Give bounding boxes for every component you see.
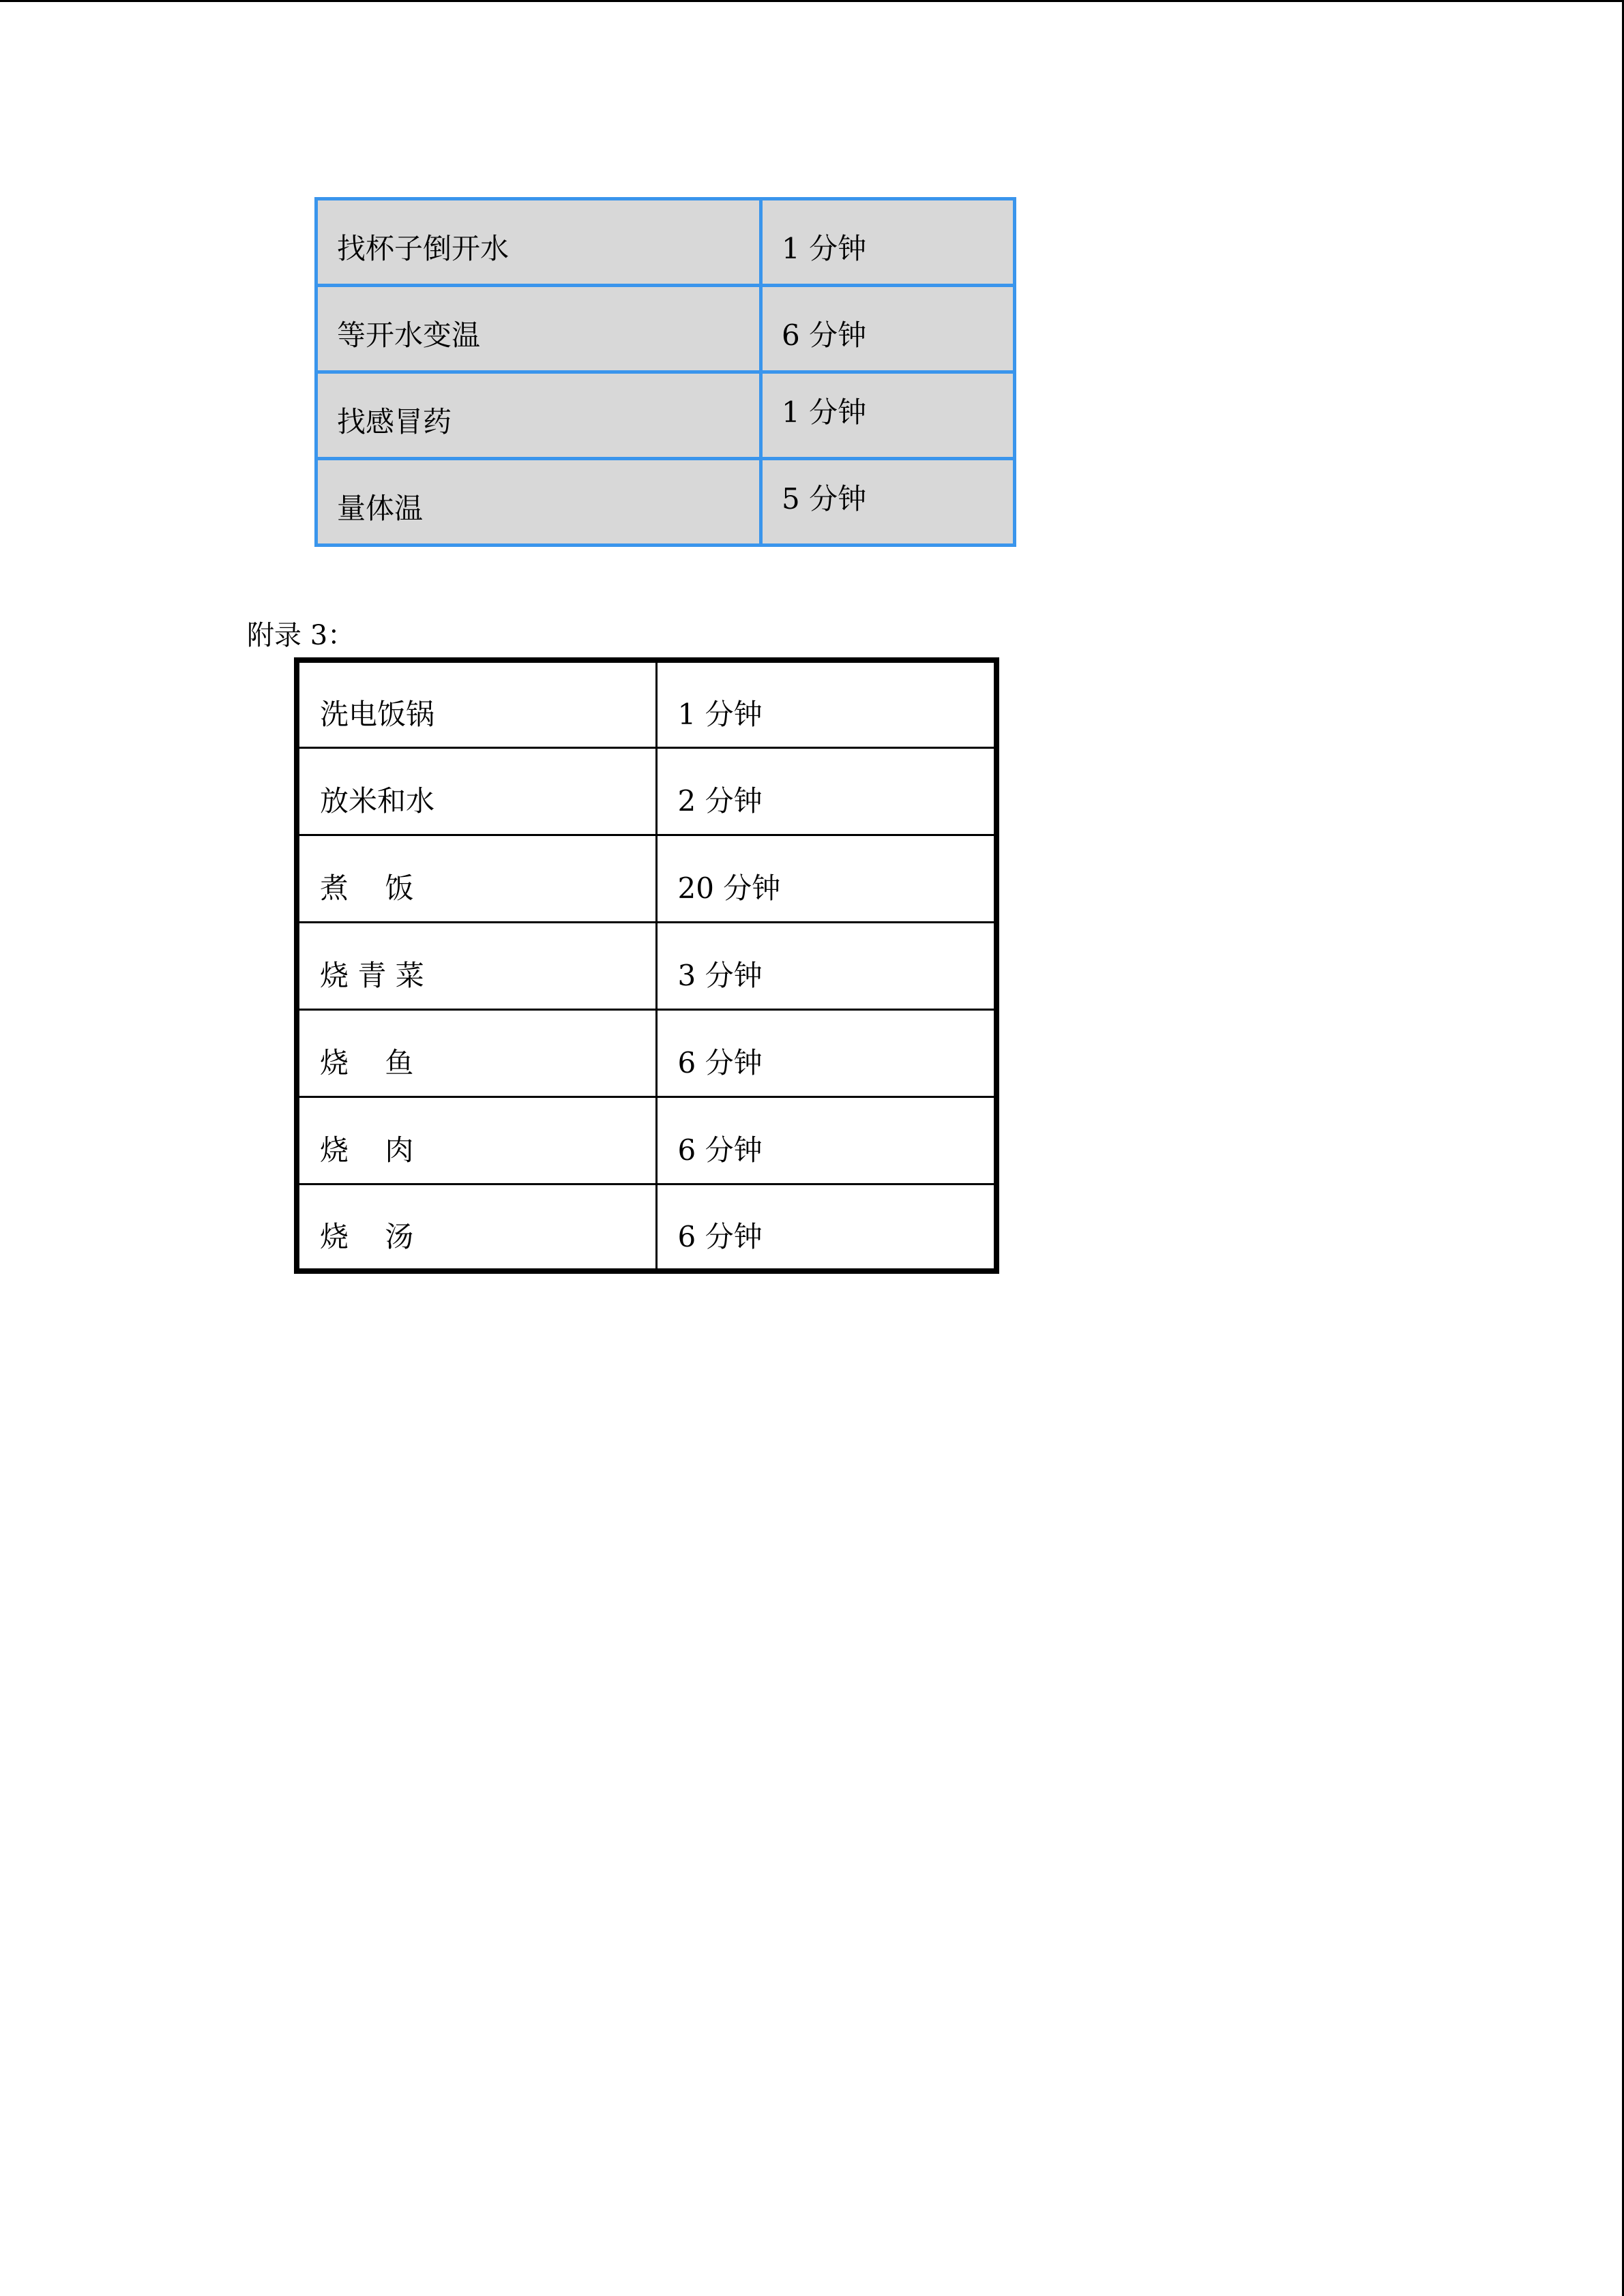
table-row [297,747,996,835]
time-cell: 3 分钟 [656,922,996,1009]
task-cell: 找杯子倒开水 [316,199,761,286]
time-cell: 1 分钟 [761,199,1015,286]
task-cell: 放米和水 [297,747,656,835]
task-cell: 等开水变温 [316,286,761,372]
task-time-table-1 [314,197,1016,547]
task-cell: 量体温 [316,459,761,546]
time-cell: 6 分钟 [761,286,1015,372]
time-cell: 1 分钟 [656,660,996,747]
table-row [297,922,996,1009]
time-cell: 1 分钟 [761,372,1015,459]
task-cell: 烧 肉 [297,1097,656,1184]
task-cell: 烧 鱼 [297,1009,656,1097]
task-time-table-2 [294,657,999,1274]
task-cell: 找感冒药 [316,372,761,459]
task-cell: 煮 饭 [297,835,656,922]
time-cell: 6 分钟 [656,1097,996,1184]
table-row [297,1009,996,1097]
table-row [316,459,1015,546]
time-cell: 5 分钟 [761,459,1015,546]
time-cell: 2 分钟 [656,747,996,835]
time-cell: 6 分钟 [656,1184,996,1271]
time-cell: 20 分钟 [656,835,996,922]
time-cell: 6 分钟 [656,1009,996,1097]
task-cell: 洗电饭锅 [297,660,656,747]
table-row [297,835,996,922]
appendix-caption: 附录 3： [247,620,355,651]
task-cell: 烧 青 菜 [297,922,656,1009]
task-cell: 烧 汤 [297,1184,656,1271]
table-row [316,199,1015,286]
table-row [297,1097,996,1184]
table-row [297,660,996,747]
table-row [316,286,1015,372]
table-row [316,372,1015,459]
table-row [297,1184,996,1271]
